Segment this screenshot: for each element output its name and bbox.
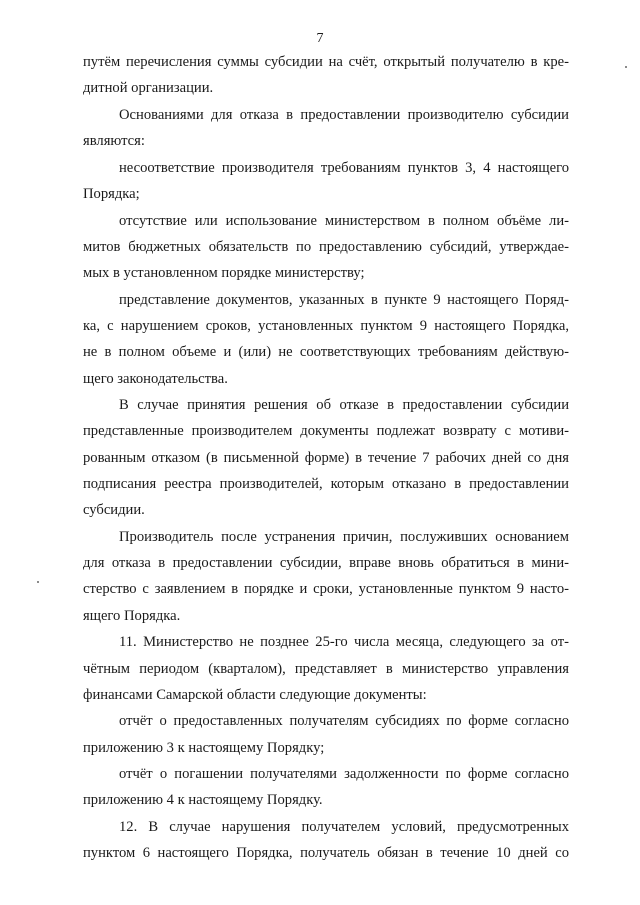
text-line: являются: [83,133,145,149]
text-line: пунктом 6 настоящего Порядка, получатель обязан в течение 10 дней со [83,845,569,861]
text-line: для отказа в предоставлении субсидии, вправе вновь обратиться в мини- [83,555,569,571]
text-line: дитной организации. [83,80,214,96]
text-line: отсутствие или использование министерством в полном объёме ли- [119,213,569,229]
text-line: митов бюджетных обязательств по предоставлению субсидий, утверждае- [83,239,569,255]
text-line: ка, с нарушением сроков, установленных пунктом 9 настоящего Порядка, [83,318,569,334]
text-line: приложению 4 к настоящему Порядку. [83,792,323,808]
text-line: 12. В случае нарушения получателем условий, предусмотренных [119,819,569,835]
text-line: Производитель после устранения причин, послуживших основанием [119,529,569,545]
text-line: стерство с заявлением в порядке и сроки, установленные пунктом 9 насто- [83,581,569,597]
text-line: путём перечисления суммы субсидии на счёт, открытый получателю в кре- [83,54,569,70]
text-line: отчёт о погашении получателями задолженности по форме согласно [119,766,569,782]
text-line: представление документов, указанных в пункте 9 настоящего Поряд- [119,292,569,308]
text-line: несоответствие производителя требованиям пунктов 3, 4 настоящего [119,160,569,176]
text-line: отчёт о предоставленных получателям субсидиях по форме согласно [119,713,569,729]
text-line: рованным отказом (в письменной форме) в течение 7 рабочих дней со дня [83,450,569,466]
text-line: субсидии. [83,502,145,518]
text-line: подписания реестра производителей, которым отказано в предоставлении [83,476,569,492]
text-line: Основаниями для отказа в предоставлении производителю субсидии [119,107,569,123]
text-line: мых в установленном порядке министерству; [83,265,365,281]
text-line: В случае принятия решения об отказе в предоставлении субсидии [119,397,569,413]
scan-speck [625,66,627,68]
text-line: щего законодательства. [83,371,228,387]
text-line: финансами Самарской области следующие документы: [83,687,427,703]
text-line: Порядка; [83,186,140,202]
text-line: чётным периодом (кварталом), представляет в министерство управления [83,661,569,677]
text-line: 11. Министерство не позднее 25-го числа месяца, следующего за от- [119,634,569,650]
scan-speck [37,581,39,583]
text-line: ящего Порядка. [83,608,181,624]
text-line: представленные производителем документы подлежат возврату с мотиви- [83,423,569,439]
text-line: не в полном объеме и (или) не соответствующих требованиям действую- [83,344,569,360]
text-line: приложению 3 к настоящему Порядку; [83,740,325,756]
page-number: 7 [316,31,324,46]
